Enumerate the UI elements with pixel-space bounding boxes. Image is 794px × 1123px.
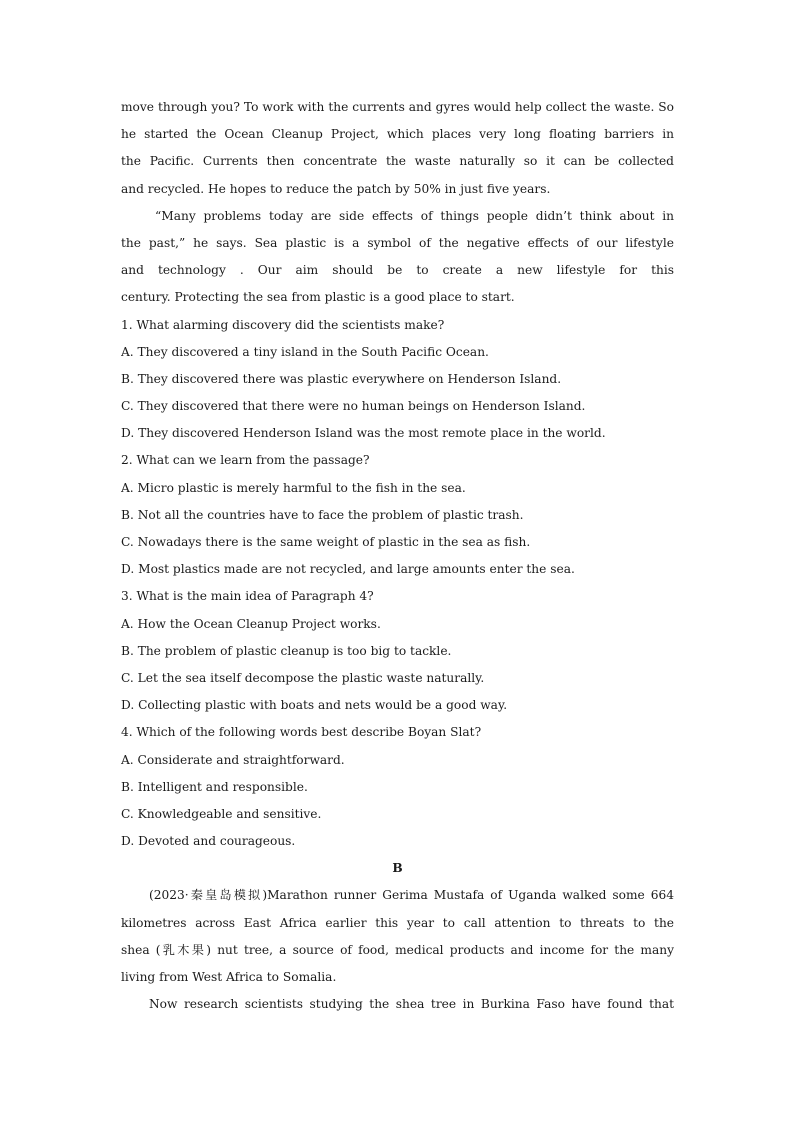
answer-option: A. How the Ocean Cleanup Project works. <box>121 616 381 631</box>
answer-option: C. They discovered that there were no human beings on Henderson Island. <box>121 399 586 414</box>
passage-line: the past,” he says. Sea plastic is a symbol of the negative effects of our lifestyle <box>121 235 674 250</box>
question-4 <box>121 719 674 855</box>
question-1 <box>121 312 674 448</box>
passage-line: and technology . Our aim should be to create a new lifestyle for this <box>121 263 674 278</box>
passage-line: “Many problems today are side effects of things people didn’t think about in <box>155 208 674 223</box>
passage-line: Now research scientists studying the shea tree in Burkina Faso have found that <box>149 997 674 1012</box>
passage-line: move through you? To work with the currents and gyres would help collect the waste. So <box>121 100 674 114</box>
answer-option: D. Devoted and courageous. <box>121 834 296 849</box>
passage-line: living from West Africa to Somalia. <box>121 970 337 984</box>
answer-option: A. Micro plastic is merely harmful to the fish in the sea. <box>121 480 466 495</box>
answer-option: A. Considerate and straightforward. <box>121 752 345 767</box>
answer-option: B. They discovered there was plastic everywhere on Henderson Island. <box>121 371 562 386</box>
passage-line: shea (乳木果) nut tree, a source of food, medical products and income for the many <box>121 942 674 957</box>
answer-option: D. Most plastics made are not recycled, and large amounts enter the sea. <box>121 562 575 577</box>
section-b <box>121 855 674 1018</box>
passage-line: the Pacific. Currents then concentrate the waste naturally so it can be collected <box>121 154 674 169</box>
page-content <box>121 94 674 1018</box>
passage-line: kilometres across East Africa earlier this year to call attention to threats to the <box>121 915 674 930</box>
question-stem: 1. What alarming discovery did the scientists make? <box>121 317 445 332</box>
question-stem: 2. What can we learn from the passage? <box>121 453 370 468</box>
question-stem: 3. What is the main idea of Paragraph 4? <box>121 589 374 604</box>
question-stem: 4. Which of the following words best describe Boyan Slat? <box>121 725 482 740</box>
answer-option: B. Intelligent and responsible. <box>121 779 308 794</box>
answer-option: D. Collecting plastic with boats and nets would be a good way. <box>121 698 508 713</box>
question-3 <box>121 583 674 719</box>
answer-option: C. Nowadays there is the same weight of plastic in the sea as fish. <box>121 535 531 549</box>
passage-line: (2023·秦皇岛模拟)Marathon runner Gerima Mustafa of Uganda walked some 664 <box>149 888 674 903</box>
passage-line: and recycled. He hopes to reduce the patch by 50% in just five years. <box>121 181 551 196</box>
question-2 <box>121 447 674 583</box>
answer-option: C. Let the sea itself decompose the plastic waste naturally. <box>121 670 485 685</box>
answer-option: A. They discovered a tiny island in the South Pacific Ocean. <box>121 344 489 359</box>
answer-option: B. Not all the countries have to face the problem of plastic trash. <box>121 507 524 522</box>
answer-option: C. Knowledgeable and sensitive. <box>121 806 322 821</box>
passage-a-tail <box>121 94 674 312</box>
answer-option: B. The problem of plastic cleanup is too big to tackle. <box>121 643 452 658</box>
passage-line: he started the Ocean Cleanup Project, which places very long floating barriers in <box>121 127 674 142</box>
answer-option: D. They discovered Henderson Island was the most remote place in the world. <box>121 426 606 441</box>
passage-line: century. Protecting the sea from plastic is a good place to start. <box>121 290 515 305</box>
section-heading: B <box>392 861 403 876</box>
